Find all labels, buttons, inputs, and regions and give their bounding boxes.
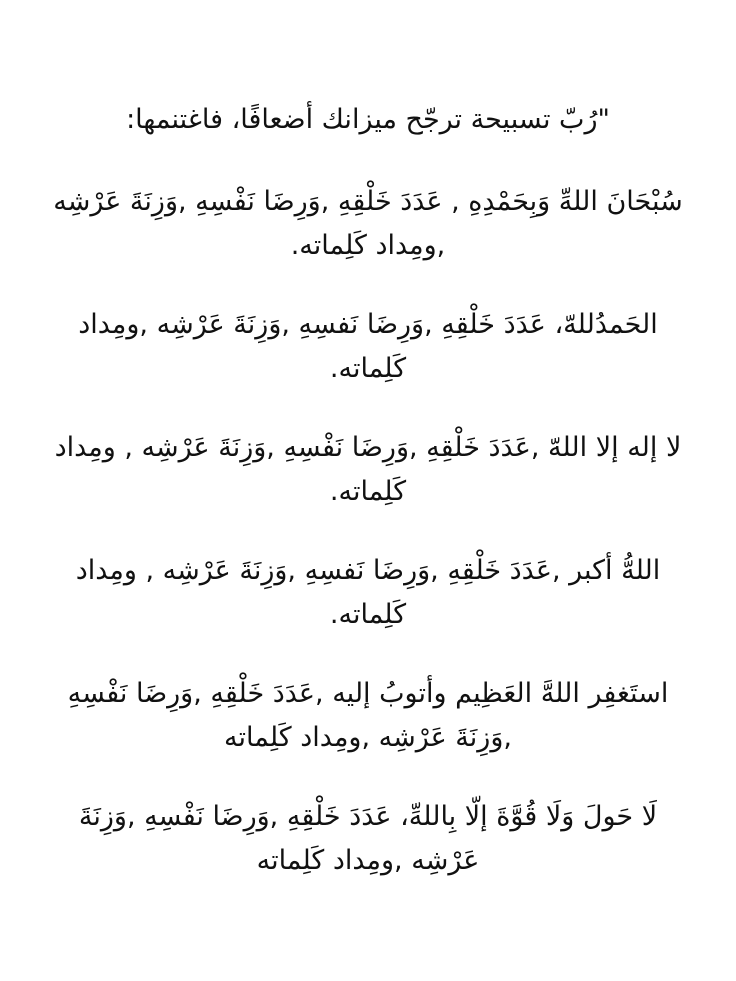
dhikr-alhamdulillah: الحَمدُللهّ، عَدَدَ خَلْقِهِ ,وَرِضَا نَفسِهِ ,وَزِنَةَ عَرْشِه ,ومِداد كَلِماته. <box>78 309 658 384</box>
dhikr-subhanallah: سُبْحَانَ اللهِّ وَبِحَمْدِهِ , عَدَدَ خَلْقِهِ ,وَرِضَا نَفْسِهِ ,وَزِنَةَ عَرْشِه ,ومِداد كَلِماته. <box>53 186 683 261</box>
dhikr-la-ilaha-illallah: لا إله إلا اللهّ ,عَدَدَ خَلْقِهِ ,وَرِضَا نَفْسِهِ ,وَزِنَةَ عَرْشِه , ومِداد كَلِماته. <box>54 432 682 507</box>
intro-heading: "رُبّ تسبيحة ترجّح ميزانك أضعافًا، فاغتنمها: <box>126 104 610 135</box>
dhikr-list <box>48 180 688 883</box>
dhikr-la-hawla: لَا حَولَ وَلَا قُوَّةَ إلّا بِاللهِّ، عَدَدَ خَلْقِهِ ,وَرِضَا نَفْسِهِ ,وَزِنَةَ عَرْشِه ,ومِداد كَلِماته <box>78 801 658 876</box>
dhikr-allahu-akbar: اللهُّ أكبر ,عَدَدَ خَلْقِهِ ,وَرِضَا نَفسِهِ ,وَزِنَةَ عَرْشِه , ومِداد كَلِماته. <box>75 555 661 630</box>
dhikr-astaghfirullah: استَغفِر اللهَّ العَظِيم وأتوبُ إليه ,عَدَدَ خَلْقِهِ ,وَرِضَا نَفْسِهِ ,وَزِنَةَ عَرْشِه ,ومِداد كَلِماته <box>67 678 669 753</box>
